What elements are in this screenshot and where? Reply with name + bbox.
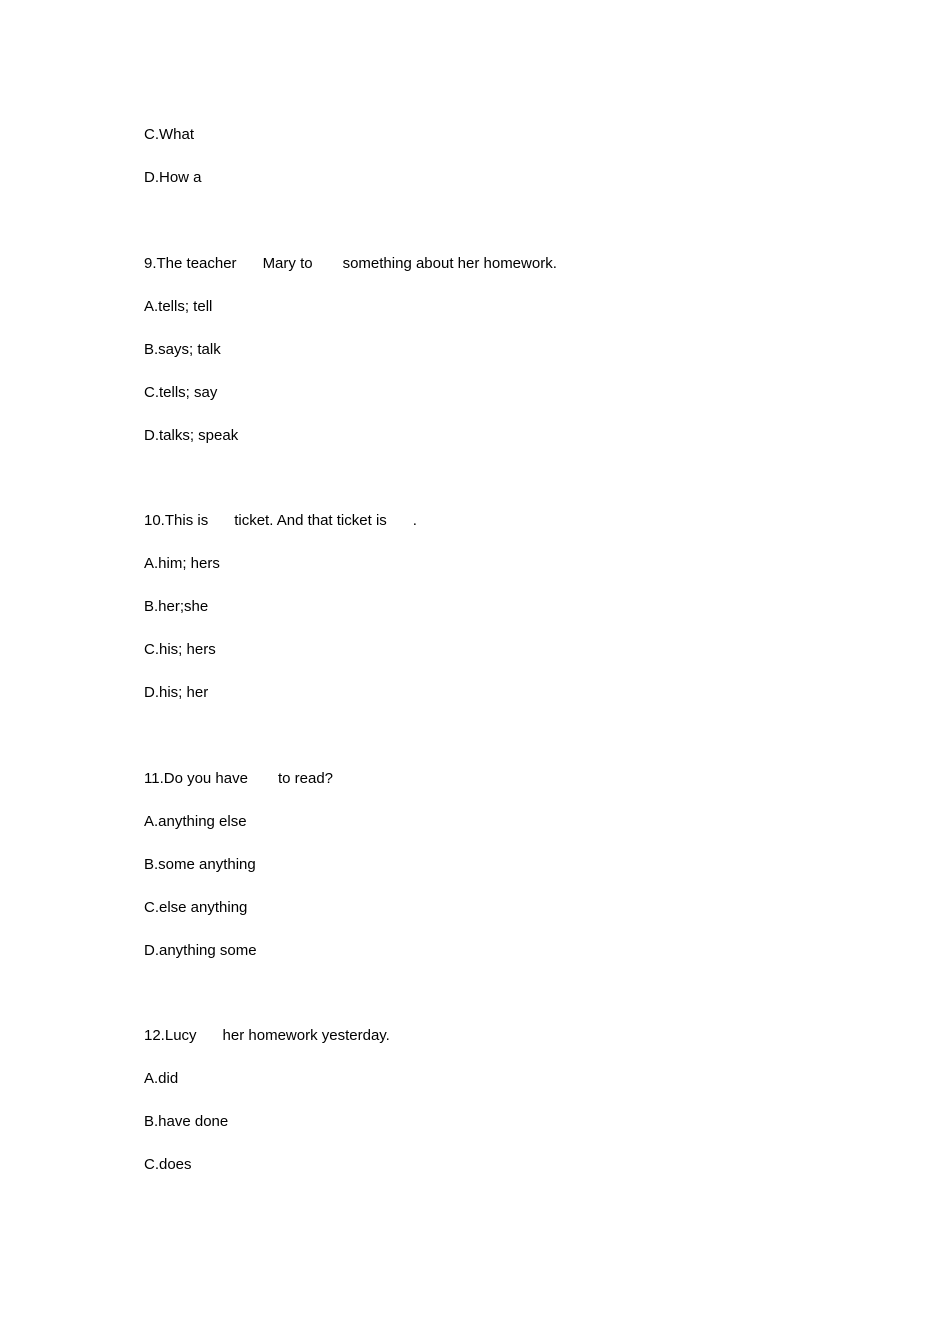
option-d: D.How a [144, 169, 202, 186]
option-b: B.some anything [144, 856, 256, 873]
option-c: C.tells; say [144, 384, 218, 401]
option-b: B.her;she [144, 598, 209, 615]
question-stem [144, 512, 417, 530]
option-c: C.his; hers [144, 641, 216, 658]
option-c: C.What [144, 126, 195, 143]
option-a: A.tells; tell [144, 298, 213, 315]
stem-part: Mary to [262, 255, 313, 272]
stem-part: 10.This is [144, 512, 209, 529]
stem-part: . [412, 512, 417, 529]
option-c: C.does [144, 1156, 192, 1173]
option-c: C.else anything [144, 899, 248, 916]
stem-part: her homework yesterday. [222, 1027, 390, 1044]
question-stem [144, 1027, 390, 1045]
stem-part: 9.The teacher [144, 255, 237, 272]
option-d: D.anything some [144, 942, 257, 959]
option-d: D.talks; speak [144, 427, 239, 444]
option-d: D.his; her [144, 684, 209, 701]
option-a: A.anything else [144, 813, 247, 830]
option-a: A.did [144, 1070, 179, 1087]
question-stem [144, 255, 557, 273]
option-b: B.says; talk [144, 341, 221, 358]
stem-part: 11.Do you have [144, 770, 248, 787]
stem-part: something about her homework. [342, 255, 557, 272]
stem-part: 12.Lucy [144, 1027, 197, 1044]
stem-part: to read? [277, 770, 334, 787]
stem-part: ticket. And that ticket is [234, 512, 387, 529]
option-b: B.have done [144, 1113, 229, 1130]
question-stem [144, 770, 333, 788]
option-a: A.him; hers [144, 555, 220, 572]
